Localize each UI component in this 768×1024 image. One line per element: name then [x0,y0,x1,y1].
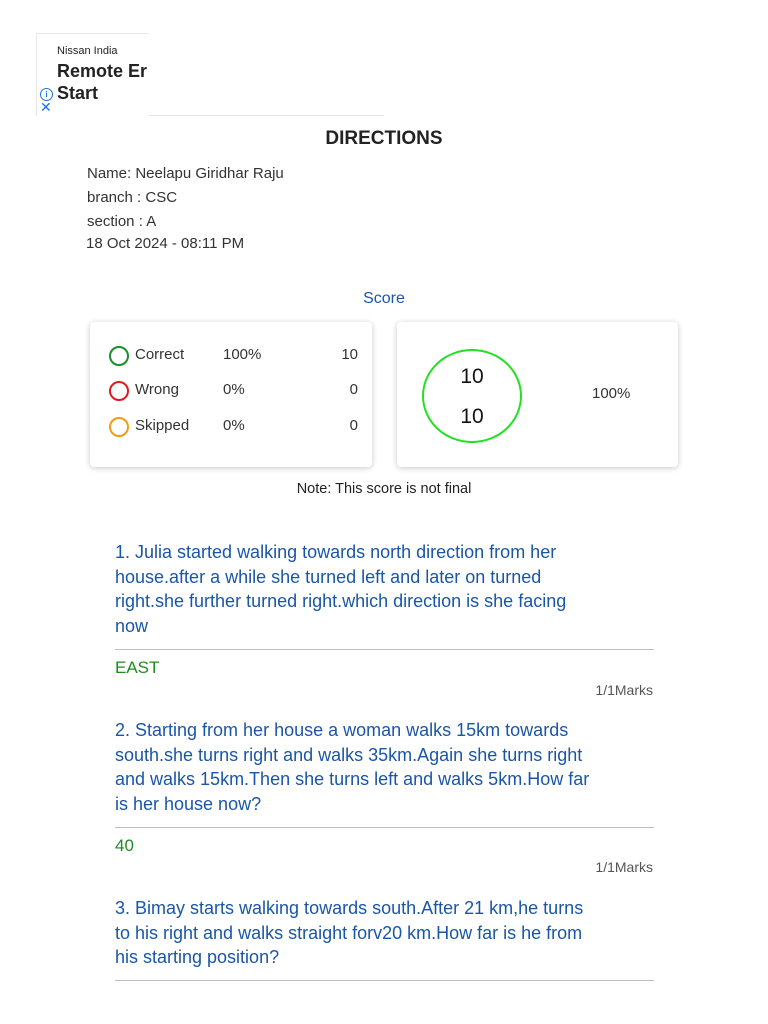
summary-row-wrong [108,380,358,402]
test-datetime: 18 Oct 2024 - 08:11 PM [86,235,245,252]
divider [115,649,654,650]
student-branch: branch : CSC [87,189,178,206]
ad-title[interactable] [57,60,147,104]
summary-row-correct [108,345,358,367]
summary-label: Wrong [135,381,179,398]
wrong-circle-icon [109,381,129,401]
info-icon[interactable]: i [40,88,53,101]
student-section: section : A [87,213,157,230]
marks-1: 1/1Marks [595,682,653,698]
ad-brand: Nissan India [57,45,118,57]
question-text-line: house.after a while she turned left and later on turned [115,566,542,587]
question-text-line: now [115,615,149,636]
score-obtained: 10 [460,365,484,388]
question-text-line: his starting position? [115,947,280,967]
summary-count: 0 [349,381,358,398]
score-summary-card [90,322,372,467]
score-percent: 100% [592,385,631,402]
question-3 [115,896,655,970]
question-1 [115,540,655,638]
question-2 [115,718,655,816]
summary-label: Correct [135,346,185,363]
ad-card[interactable] [36,33,149,116]
question-text-line: and walks 15km.Then she turns left and walks 5km.How far [115,769,590,789]
question-text-line: south.she turns right and walks 35km.Again she turns right [115,744,583,765]
close-icon[interactable]: ✕ [40,99,52,115]
summary-percent: 100% [223,346,262,363]
question-text-line: 1. Julia started walking towards north direction from her [115,542,557,562]
summary-percent: 0% [223,381,245,398]
skipped-circle-icon [109,417,129,437]
summary-percent: 0% [223,417,245,434]
answer-2: 40 [115,836,134,855]
summary-count: 10 [341,346,358,363]
divider [115,827,654,828]
answer-1: EAST [115,658,160,677]
question-text-line: right.she further turned right.which direction is she facing [115,591,567,611]
summary-row-skipped [108,416,358,438]
page-title: DIRECTIONS [325,128,443,149]
student-name: Name: Neelapu Giridhar Raju [87,165,284,182]
ad-title-line-1: Remote Er [57,61,148,81]
score-label: Score [363,290,405,307]
marks-2: 1/1Marks [595,859,653,875]
question-text-line: to his right and walks straight forv20 km.How far is he from [115,922,583,943]
score-circle [422,349,522,443]
summary-count: 0 [349,417,358,434]
score-total: 10 [460,405,484,428]
score-total-card [397,322,678,467]
question-text-line: 2. Starting from her house a woman walks 15km towards [115,720,569,740]
ad-title-line-2: Start [57,83,99,103]
question-text-line: is her house now? [115,793,262,814]
score-note: Note: This score is not final [296,481,472,497]
question-text-line: 3. Bimay starts walking towards south.After 21 km,he turns [115,898,584,918]
summary-label: Skipped [135,417,190,434]
ad-banner[interactable] [36,33,384,116]
correct-circle-icon [109,346,129,366]
divider [115,980,654,981]
